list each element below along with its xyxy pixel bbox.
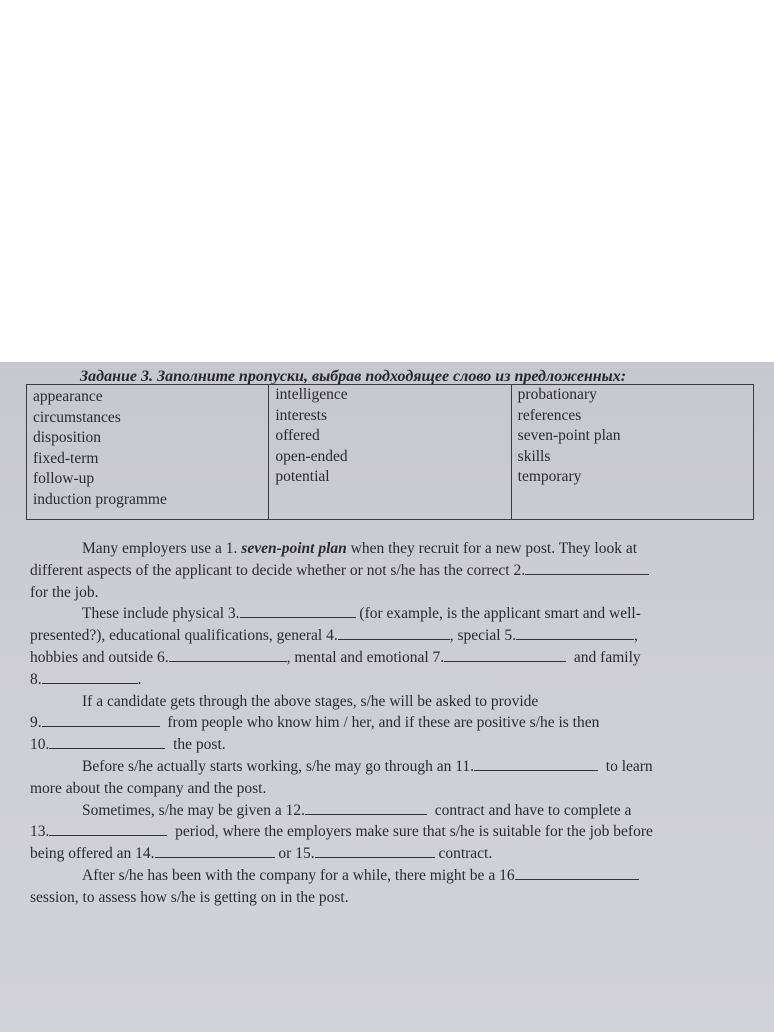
text-fragment: Before s/he actually starts working, s/he may go through an 11. — [82, 757, 475, 775]
text-fragment: After s/he has been with the company for a while, there might be a 16 — [82, 866, 515, 884]
text-fragment: , — [634, 627, 638, 645]
text-fragment: contract and have to complete a — [434, 801, 632, 819]
text-fragment: when they recruit for a new post. They look at — [346, 540, 638, 557]
text-fragment: 8. — [30, 670, 42, 688]
blank-2[interactable] — [525, 560, 649, 575]
text-fragment: contract. — [438, 845, 493, 863]
word-item: induction programme — [33, 490, 167, 508]
text-line — [30, 582, 760, 604]
word-item: references — [517, 406, 582, 424]
word-item: skills — [517, 447, 551, 465]
text-line — [30, 821, 760, 843]
text-line — [30, 538, 760, 560]
word-item: fixed-term — [33, 449, 99, 467]
text-fragment: the post. — [173, 736, 226, 754]
word-item: offered — [275, 427, 320, 444]
text-fragment: Sometimes, s/he may be given a 12. — [82, 801, 305, 819]
text-fragment: to learn — [605, 757, 653, 775]
text-fragment: . — [137, 670, 142, 688]
word-column-2 — [269, 385, 511, 520]
text-fragment: being offered an 14. — [30, 845, 155, 863]
text-fragment: presented?), educational qualifications, general 4. — [30, 627, 338, 645]
blank-13[interactable] — [49, 821, 167, 836]
text-line — [30, 669, 760, 691]
text-fragment: hobbies and outside 6. — [30, 648, 169, 666]
blank-7[interactable] — [444, 647, 566, 662]
blank-14[interactable] — [155, 843, 275, 858]
blank-6[interactable] — [169, 647, 287, 662]
text-fragment: 9. — [30, 714, 42, 732]
task-title: Задание 3. Заполните пропуски, выбрав подходящее слово из предложенных: — [80, 368, 627, 385]
text-fragment: , special 5. — [449, 627, 517, 645]
text-line — [30, 560, 760, 582]
blank-3[interactable] — [240, 603, 356, 618]
text-line — [30, 691, 760, 713]
word-item: follow-up — [33, 470, 95, 487]
word-column-1 — [27, 385, 269, 520]
blank-9[interactable] — [42, 712, 160, 727]
word-item: intelligence — [275, 386, 348, 403]
word-column-3 — [511, 385, 753, 520]
text-fragment: , mental and emotional 7. — [286, 648, 445, 666]
blank-8[interactable] — [42, 669, 138, 684]
word-item: circumstances — [33, 408, 121, 426]
blank-15[interactable] — [315, 843, 435, 858]
blank-10[interactable] — [49, 734, 165, 749]
blank-photo-area — [0, 0, 774, 362]
text-fragment: period, where the employers make sure that s/he is suitable for the job before — [175, 823, 653, 841]
word-item: open-ended — [275, 447, 348, 465]
text-fragment: and family — [573, 648, 641, 666]
text-line — [30, 647, 760, 669]
text-fragment: different aspects of the applicant to decide whether or not s/he has the correct 2. — [30, 561, 526, 579]
text-line — [30, 734, 760, 756]
text-fragment: session, to assess how s/he is getting on in the post. — [30, 888, 349, 906]
word-item: seven-point plan — [517, 427, 621, 444]
text-line — [30, 778, 760, 800]
blank-11[interactable] — [474, 756, 598, 771]
blank-4[interactable] — [338, 625, 450, 640]
text-line — [30, 603, 760, 625]
word-item: probationary — [517, 386, 597, 403]
word-item: potential — [275, 468, 330, 485]
blank-12[interactable] — [305, 800, 427, 815]
text-fragment: These include physical 3. — [82, 605, 240, 623]
word-bank-table — [26, 384, 754, 520]
blank-16[interactable] — [515, 865, 639, 880]
text-fragment: or 15. — [278, 845, 315, 863]
word-item: appearance — [33, 388, 103, 405]
text-fragment: 10. — [30, 736, 50, 754]
blank-5[interactable] — [516, 625, 634, 640]
word-item: disposition — [33, 429, 102, 446]
text-fragment: (for example, is the applicant smart and well- — [359, 605, 641, 623]
text-line — [30, 843, 760, 865]
text-fragment: from people who know him / her, and if these are positive s/he is then — [167, 714, 600, 732]
text-line — [30, 800, 760, 822]
text-fragment: for the job. — [30, 583, 99, 601]
text-fragment: more about the company and the post. — [30, 779, 267, 797]
text-fragment: If a candidate gets through the above stages, s/he will be asked to provide — [82, 692, 539, 710]
text-line — [30, 625, 760, 647]
word-item: temporary — [517, 468, 582, 485]
text-line — [30, 887, 760, 909]
text-fragment: Many employers use a 1. — [82, 540, 242, 557]
exercise-text — [30, 538, 760, 909]
text-line — [30, 712, 760, 734]
text-line — [30, 865, 760, 887]
word-item: interests — [275, 406, 327, 424]
text-fragment: 13. — [30, 823, 50, 841]
example-answer: seven-point plan — [241, 540, 347, 557]
text-line — [30, 756, 760, 778]
